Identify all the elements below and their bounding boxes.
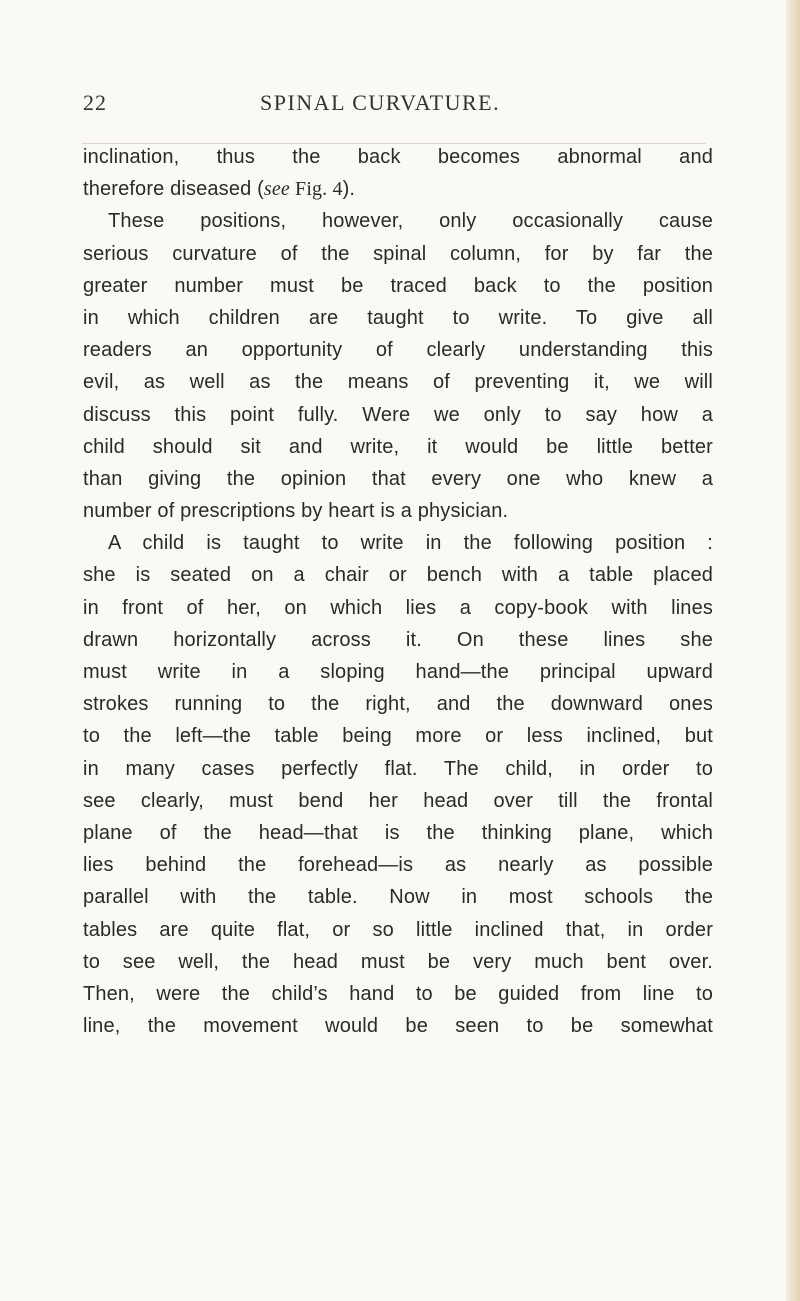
running-head xyxy=(83,90,705,120)
running-title: SPINAL CURVATURE. xyxy=(260,90,501,115)
text-line: greater number must be traced back to the position xyxy=(83,274,713,297)
text-line xyxy=(83,173,713,205)
text-line: strokes running to the right, and the downward ones xyxy=(83,693,713,716)
text-line: tables are quite flat, or so little inclined that, in order xyxy=(83,918,713,941)
text-line: discuss this point fully. Were we only to say how a xyxy=(83,403,713,426)
text-fragment: therefore diseased ( xyxy=(83,178,264,201)
text-line: plane of the head—that is the thinking plane, which xyxy=(83,821,713,844)
text-line: A child is taught to write in the following position : xyxy=(108,532,713,555)
text-line: in front of her, on which lies a copy-book with lines xyxy=(83,596,713,619)
see-word: see xyxy=(263,178,290,201)
text-line: readers an opportunity of clearly understanding this xyxy=(83,339,713,362)
text-line: than giving the opinion that every one who knew a xyxy=(83,467,713,490)
text-line: drawn horizontally across it. On these lines she xyxy=(83,628,713,651)
text-line: inclination, thus the back becomes abnormal and xyxy=(83,146,713,168)
text-line: must write in a sloping hand—the principal upward xyxy=(83,661,713,683)
page-edge xyxy=(786,0,800,1301)
text-line: parallel with the table. Now in most schools the xyxy=(83,886,713,909)
text-line: to see well, the head must be very much bent over. xyxy=(83,950,713,973)
page-number: 22 xyxy=(83,90,107,115)
text-line: number of prescriptions by heart is a physician. xyxy=(83,500,509,523)
text-line: serious curvature of the spinal column, for by far the xyxy=(83,242,713,265)
figure-reference xyxy=(264,178,343,200)
text-line: in which children are taught to write. To give all xyxy=(83,306,713,329)
text-line: in many cases perfectly flat. The child, in order to xyxy=(83,757,713,780)
text-line: evil, as well as the means of preventing it, we will xyxy=(83,371,713,394)
text-fragment: ). xyxy=(342,178,356,201)
text-line: lies behind the forehead—is as nearly as possible xyxy=(83,854,713,877)
text-line: to the left—the table being more or less inclined, but xyxy=(83,725,713,748)
text-line: These positions, however, only occasionally cause xyxy=(108,210,713,233)
text-line: line, the movement would be seen to be somewhat xyxy=(83,1015,713,1038)
text-line: Then, were the child’s hand to be guided from line to xyxy=(83,982,713,1005)
body-text xyxy=(83,141,713,1042)
text-line: see clearly, must bend her head over till the frontal xyxy=(83,789,713,812)
text-line: child should sit and write, it would be little better xyxy=(83,435,713,458)
figure-label: Fig. 4 xyxy=(289,178,343,201)
text-line: she is seated on a chair or bench with a table placed xyxy=(83,564,713,587)
